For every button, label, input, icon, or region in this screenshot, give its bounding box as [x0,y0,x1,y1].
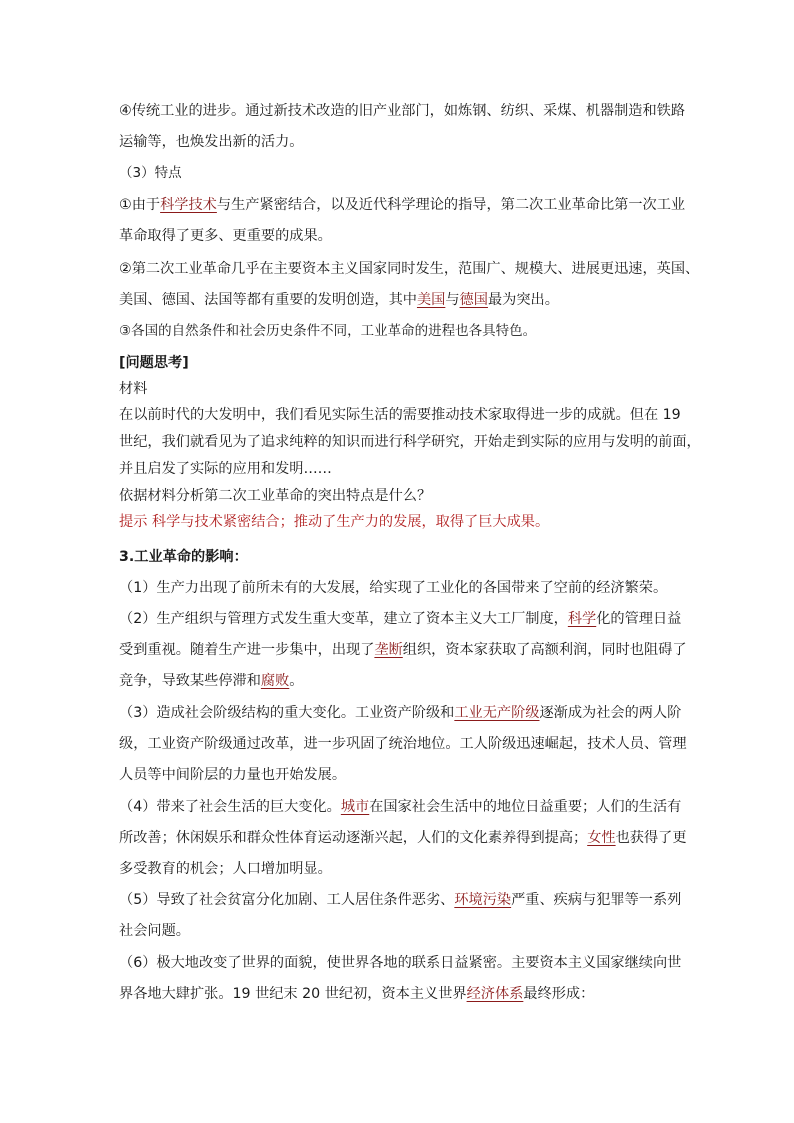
text: 在以前时代的大发明中，我们看见实际生活的需要推动技术家取得进一步的成就。但在 19 [119,407,681,423]
text: 竞争，导致某些停滞和 [119,673,261,689]
text: 提示 科学与技术紧密结合；推动了生产力的发展，取得了巨大成果。 [119,514,550,530]
text: 革命取得了更多、更重要的成果。 [119,228,332,244]
link-economic-system[interactable]: 经济体系 [466,986,524,1002]
text: 运输等，也焕发出新的活力。 [119,134,304,150]
text: [问题思考] [119,355,189,371]
text: （1）生产力出现了前所未有的大发展，给实现了工业化的各国带来了空前的经济繁荣。 [119,580,668,596]
impact-5-line-1 [119,885,682,916]
text: （2）生产组织与管理方式发生重大变革，建立了资本主义大工厂制度， [119,611,568,627]
text: 也获得了更 [615,830,687,846]
text: 人员等中间阶层的力量也开始发展。 [119,767,347,783]
text: （3）特点 [119,165,182,181]
text: 3.工业革命的影响： [119,549,248,565]
link-industrial-proletariat[interactable]: 工业无产阶级 [454,705,540,721]
text: 严重、疾病与犯罪等一系列 [511,892,682,908]
text: ④传统工业的进步。通过新技术改造的旧产业部门，如炼钢、纺织、采煤、机器制造和铁路 [119,103,686,119]
impact-3-line-1 [119,698,682,729]
impact-4-line-3 [119,854,679,885]
impact-heading [119,542,679,573]
text: 世纪，我们就看见为了追求纯粹的知识而进行科学研究，开始走到实际的应用与发明的前面， [119,434,701,450]
text: 多受教育的机会；人口增加明显。 [119,861,332,877]
text: 社会问题。 [119,923,190,939]
link-science[interactable]: 科学 [567,611,597,627]
impact-6-line-1 [119,948,682,979]
impact-3-line-3 [119,760,679,791]
text: 与生产紧密结合，以及近代科学理论的指导，第二次工业革命比第一次工业 [216,197,686,213]
link-women[interactable]: 女性 [587,830,616,846]
text: ②第二次工业革命几乎在主要资本主义国家同时发生，范围广、规模大、进展更迅速，英国、 [119,261,700,277]
link-city[interactable]: 城市 [340,799,370,815]
text: 美国、德国、法国等都有重要的发明创造，其中 [119,292,417,308]
impact-4-line-1 [119,792,682,823]
feature-1-line-2 [119,221,679,252]
text: 界各地大肆扩张。19 世纪末 20 世纪初，资本主义世界 [119,986,467,1002]
text: 逐渐成为社会的两人阶 [539,705,682,721]
impact-1 [119,573,679,604]
text: 并且启发了实际的应用和发明…… [119,461,332,477]
impact-2-line-2 [119,635,687,666]
link-science-technology[interactable]: 科学技术 [160,197,217,213]
impact-3-line-2 [119,729,687,760]
text: ③各国的自然条件和社会历史条件不同，工业革命的进程也各具特色。 [119,323,537,339]
text: ①由于 [119,197,161,213]
text: （3）造成社会阶级结构的重大变化。工业资产阶级和 [119,705,455,721]
text: 最为突出。 [487,292,559,308]
impact-5-line-2 [119,916,679,947]
link-monopoly[interactable]: 垄断 [374,642,403,658]
text: 最终形成： [523,986,595,1002]
answer-hint [119,507,679,538]
feature-1-line-1 [119,190,686,221]
link-environmental-pollution[interactable]: 环境污染 [454,892,512,908]
text: 所改善；休闲娱乐和群众性体育运动逐渐兴起，人们的文化素养得到提高； [119,830,588,846]
text: 。 [289,673,304,689]
text: 组织，资本家获取了高额利润，同时也阻碍了 [402,642,687,658]
text: 级，工业资产阶级通过改革，进一步巩固了统治地位。工人阶级迅速崛起，技术人员、管理 [119,736,687,752]
text: 受到重视。随着生产进一步集中，出现了 [119,642,375,658]
impact-6-line-2 [119,979,679,1010]
feature-3 [119,316,679,347]
link-usa[interactable]: 美国 [416,292,446,308]
text: 化的管理日益 [596,611,682,627]
text: （4）带来了社会生活的巨大变化。 [119,799,341,815]
impact-2-line-1 [119,604,682,635]
text: （5）导致了社会贫富分化加剧、工人居住条件恶劣、 [119,892,455,908]
text: 材料 [119,381,148,397]
feature-2-line-2 [119,285,679,316]
impact-2-line-3 [119,666,679,697]
impact-4-line-2 [119,823,687,854]
link-germany[interactable]: 德国 [459,292,488,308]
text: （6）极大地改变了世界的面貌，使世界各地的联系日益紧密。主要资本主义国家继续向世 [119,955,682,971]
section-iv-line-1 [119,96,686,127]
text: 在国家社会生活中的地位日益重要；人们的生活有 [369,799,682,815]
text: 与 [445,292,460,308]
section-iv-line-2 [119,127,679,158]
features-heading [119,158,679,189]
feature-2-line-1 [119,254,700,285]
link-corruption[interactable]: 腐败 [260,673,290,689]
text: 依据材料分析第二次工业革命的突出特点是什么？ [119,488,432,504]
